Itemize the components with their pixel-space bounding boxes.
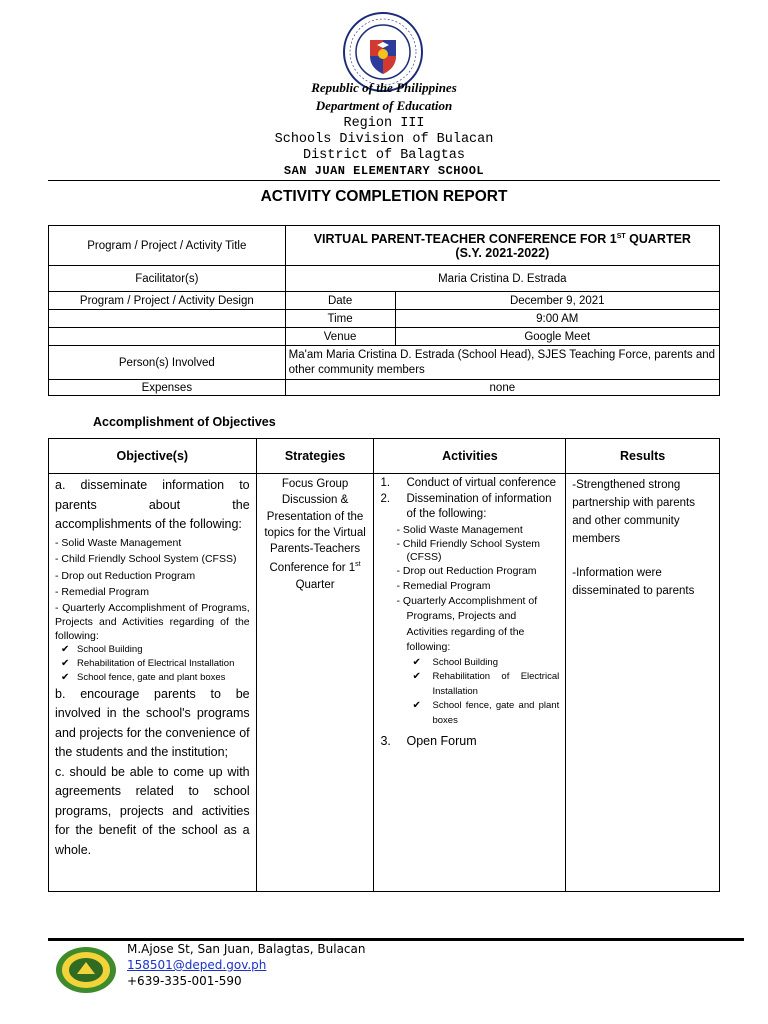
school-logo-icon	[55, 946, 117, 994]
division-line: Schools Division of Bulacan	[274, 132, 494, 147]
check-item: ✔ School Building	[61, 643, 143, 655]
check-item: ✔ Rehabilitation of Electrical Installation	[412, 671, 560, 697]
check-item: ✔ School fence, gate and plant boxes	[61, 671, 226, 683]
department-line: Department of Education	[315, 98, 453, 113]
program-label: Program / Project / Activity Title	[49, 226, 286, 266]
check-icon: ✔	[412, 656, 421, 668]
list-item: - Remedial Program	[55, 586, 149, 598]
objective-c: c. should be able to come up with agreements related to school programs, projects and activities for the benefit of the school as a whole.	[55, 764, 250, 857]
column-header: Results	[566, 439, 720, 474]
result-item: -Strengthened strong partnership with parents and other community members	[572, 479, 695, 545]
activity-info-table	[48, 225, 720, 396]
empty-cell	[49, 328, 286, 346]
check-item: ✔ School fence, gate and plant boxes	[412, 700, 560, 726]
facilitator-value: Maria Cristina D. Estrada	[285, 266, 719, 292]
empty-cell	[49, 310, 286, 328]
activity-1: 1. Conduct of virtual conference	[380, 477, 557, 489]
time-value: 9:00 AM	[395, 310, 719, 328]
list-item: - Remedial Program	[396, 579, 491, 592]
date-label: Date	[285, 292, 395, 310]
country-line: Republic of the Philippines	[311, 80, 457, 95]
strategies-cell: Focus Group Discussion & Presentation of the topics for the Virtual Parents-Teachers Conference for 1st Quarter	[256, 474, 374, 892]
check-item: ✔ Rehabilitation of Electrical Installation	[61, 657, 235, 669]
expenses-label: Expenses	[49, 380, 286, 396]
objective-a: a. disseminate information to parents about the accomplishments of the following:	[55, 478, 250, 531]
report-title: ACTIVITY COMPLETION REPORT	[260, 188, 508, 205]
design-label: Program / Project / Activity Design	[49, 292, 286, 310]
accomplishment-heading: Accomplishment of Objectives	[93, 415, 276, 429]
check-icon: ✔	[412, 671, 421, 682]
activity-2: 2. Dissemination of information of the following:	[380, 492, 552, 520]
date-value: December 9, 2021	[395, 292, 719, 310]
facilitator-label: Facilitator(s)	[49, 266, 286, 292]
expenses-value: none	[285, 380, 719, 396]
region-line: Region III	[343, 116, 425, 131]
check-icon: ✔	[61, 643, 70, 655]
check-icon: ✔	[61, 657, 70, 669]
objective-b: b. encourage parents to be involved in the school's programs and projects for the convenience of the students and the institution;	[55, 686, 250, 759]
venue-value: Google Meet	[395, 328, 719, 346]
list-item: - Quarterly Accomplishment of Programs, Projects and Activities regarding of the following:	[55, 601, 250, 642]
school-name: SAN JUAN ELEMENTARY SCHOOL	[283, 164, 485, 178]
column-header: Strategies	[256, 439, 374, 474]
program-title: VIRTUAL PARENT-TEACHER CONFERENCE FOR 1ST QUARTER (S.Y. 2021-2022)	[285, 226, 719, 266]
activities-cell	[374, 474, 566, 892]
objectives-table	[48, 438, 720, 892]
header-rule	[48, 180, 720, 181]
check-icon: ✔	[61, 671, 70, 683]
list-item: - Quarterly Accomplishment of Programs, Projects and Activities regarding of the following:	[396, 594, 538, 653]
list-item: - Solid Waste Management	[55, 536, 182, 549]
district-line: District of Balagtas	[302, 148, 466, 163]
list-item: - Child Friendly School System (CFSS)	[396, 537, 541, 563]
result-item: -Information were disseminated to parents	[572, 567, 695, 597]
column-header: Objective(s)	[49, 439, 257, 474]
check-item: ✔ School Building	[380, 656, 559, 671]
venue-label: Venue	[285, 328, 395, 346]
footer-phone: +639-335-001-590	[127, 974, 242, 988]
time-label: Time	[285, 310, 395, 328]
persons-label: Person(s) Involved	[49, 346, 286, 380]
column-header: Activities	[374, 439, 566, 474]
list-item: - Drop out Reduction Program	[55, 569, 196, 582]
objectives-cell	[49, 474, 257, 892]
results-cell	[566, 474, 720, 892]
footer-rule	[48, 938, 744, 941]
footer-email-link[interactable]: 158501@deped.gov.ph	[127, 958, 267, 972]
activity-3: 3. Open Forum	[380, 734, 477, 748]
footer-address: M.Ajose St, San Juan, Balagtas, Bulacan	[127, 942, 366, 956]
check-icon: ✔	[412, 700, 421, 711]
list-item: - Solid Waste Management	[396, 523, 523, 536]
persons-value: Ma'am Maria Cristina D. Estrada (School Head), SJES Teaching Force, parents and other community members	[285, 346, 719, 380]
list-item: - Drop out Reduction Program	[396, 564, 537, 577]
list-item: - Child Friendly School System (CFSS)	[55, 553, 237, 565]
